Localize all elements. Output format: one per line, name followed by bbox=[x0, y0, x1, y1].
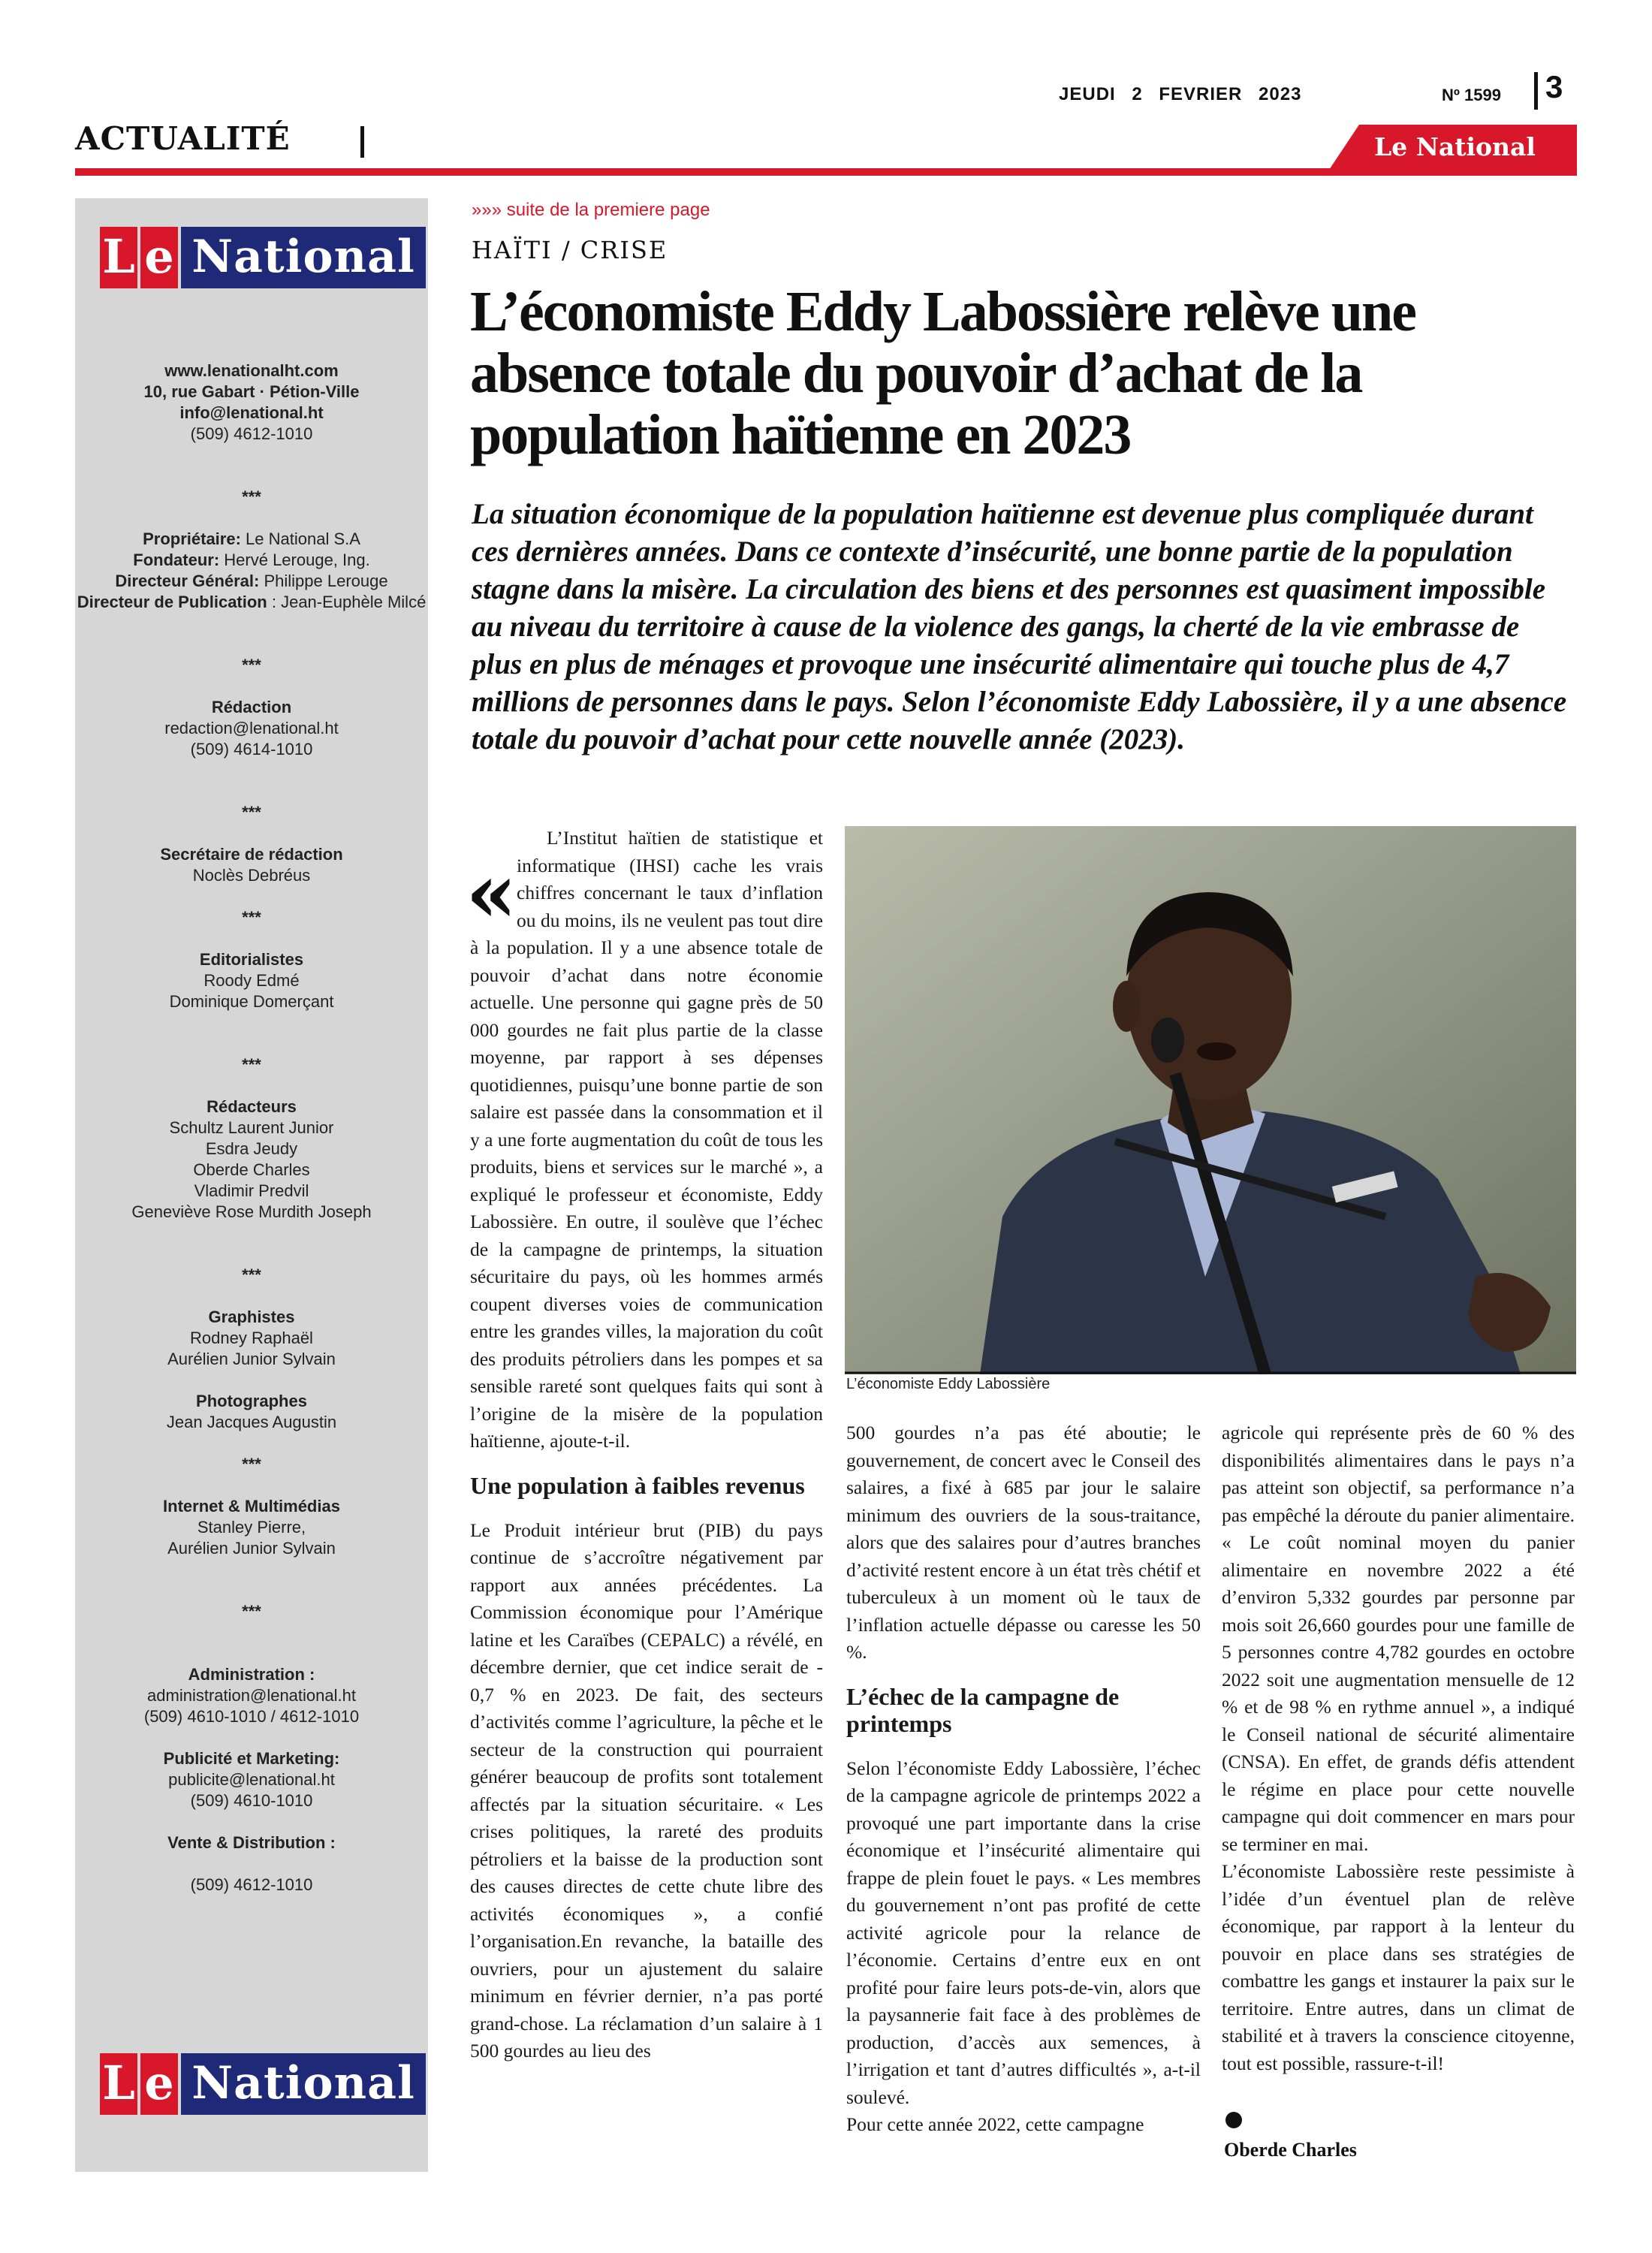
redaction-phone: (509) 4614-1010 bbox=[190, 740, 313, 759]
writers-title: Rédacteurs bbox=[206, 1097, 297, 1116]
contact-email: info@lenational.ht bbox=[179, 403, 324, 422]
quote-mark: « bbox=[466, 844, 517, 941]
brand-tab-label: Le National bbox=[1374, 132, 1536, 161]
separator-stars: *** bbox=[242, 1455, 261, 1473]
article-headline: L’économiste Eddy Labossière relève une absence totale du pouvoir d’achat de la population haïtienne en 2023 bbox=[470, 280, 1416, 466]
section-title: ACTUALITÉ bbox=[75, 120, 291, 157]
article-photo bbox=[845, 826, 1576, 1374]
advertising-title: Publicité et Marketing: bbox=[163, 1749, 340, 1768]
logo-word-national: National bbox=[181, 2053, 426, 2115]
body-paragraph: Le Produit intérieur brut (PIB) du pays continue de s’accroître négativement par rapport aux années précédentes. La Commission économique pour l’Amérique latine et les Caraïbes (CEPALC) a révélé, en décembre dernier, que cet indice serait de - 0,7 % en 2023. De fait, des secteurs d’activités comme l’agriculture, la pêche et le secteur de la construction qui pourraient générer beaucoup de profits sont totalement affectés par la situation sécuritaire. « Les crises politiques, la rareté des produits pétroliers et la baisse de la production sont des causes directes de cette chute libre des activités économiques », a confié l’organisation.En revanche, la bataille des ouvriers, pour un ajustement du salaire minimum en février dernier, n’a pas porté grand-chose. La réclamation d’un salaire à 1 500 gourdes au lieu des bbox=[470, 1519, 823, 2061]
body-paragraph: L’économiste Labossière reste pessimiste à l’idée d’un éventuel plan de relève économique, par rapport à la lenteur du pouvoir en place dans ses stratégies de combattre les gangs et instaurer la paix sur le territoire. Entre autres, dans un climat de stabilité et à travers la conscience citoyenne, tout est possible, rassure-t-il! bbox=[1222, 1860, 1575, 2074]
writer-name: Oberde Charles bbox=[193, 1160, 310, 1179]
author-byline: Oberde Charles bbox=[1224, 2139, 1357, 2161]
advertising-phone: (509) 4610-1010 bbox=[190, 1791, 313, 1810]
address: 10, rue Gabart · Pétion-Ville bbox=[143, 382, 360, 401]
masthead-credits bbox=[75, 360, 428, 1896]
photographers-title: Photographes bbox=[196, 1392, 307, 1410]
separator-stars: *** bbox=[242, 1055, 261, 1074]
sales-phone: (509) 4612-1010 bbox=[190, 1875, 313, 1894]
publication-director-line: Directeur de Publication : Jean-Euphèle Milcé bbox=[77, 593, 427, 611]
founder-line: Fondateur: Hervé Lerouge, Ing. bbox=[133, 550, 370, 569]
writer-name: Esdra Jeudy bbox=[205, 1139, 298, 1158]
contact-phone: (509) 4612-1010 bbox=[190, 424, 313, 443]
editorialist-name: Roody Edmé bbox=[203, 971, 300, 990]
page-number: 3 bbox=[1545, 69, 1563, 104]
article-rubric: HAÏTI / CRISE bbox=[472, 236, 668, 264]
continuation-note: »»» suite de la premiere page bbox=[472, 200, 710, 220]
separator-stars: *** bbox=[242, 656, 261, 674]
internet-name: Aurélien Junior Sylvain bbox=[167, 1539, 336, 1558]
newspaper-logo-top bbox=[100, 227, 426, 288]
article-column-3 bbox=[1222, 1419, 1575, 2077]
issue-number: Nº 1599 bbox=[1442, 86, 1501, 104]
logo-word-national: National bbox=[181, 227, 426, 288]
logo-letter-l: L bbox=[100, 2053, 137, 2115]
body-paragraph: L’Institut haïtien de statistique et informatique (IHSI) cache les vrais chiffres concernant le taux d’inflation ou du moins, ils ne veulent pas tout dire à la population. Il y a une absence totale de pouvoir d’achat dans notre économie actuelle. Une personne qui gagne près de 50 000 gourdes ne fait plus partie de la classe moyenne, par rapport à ses dépenses quotidiennes, puisqu’une bonne partie de son salaire est passée dans la consommation et il y a une forte augmentation du coût de tous les produits, biens et services sur le marché », a expliqué le professeur et économiste, Eddy Labossière. En outre, il soulève que l’échec de la campagne de printemps, la situation sécuritaire du pays, où les hommes armés coupent diverses voies de communication entre les grandes villes, la majoration du coût des produits pétroliers dans les pompes et sa sensible rareté sont quelques faits qui sont à l’origine de la misère de la population haïtienne, ajoute-t-il. bbox=[470, 827, 823, 1452]
article-column-2 bbox=[846, 1419, 1201, 2139]
redaction-title: Rédaction bbox=[211, 698, 292, 716]
admin-title: Administration : bbox=[188, 1665, 315, 1684]
separator-stars: *** bbox=[242, 908, 261, 927]
header-divider bbox=[1534, 72, 1538, 110]
logo-letter-l: L bbox=[100, 227, 137, 288]
separator-stars: *** bbox=[242, 1602, 261, 1621]
admin-phone: (509) 4610-1010 / 4612-1010 bbox=[143, 1707, 360, 1726]
section-divider bbox=[360, 126, 364, 158]
photo-caption: L’économiste Eddy Labossière bbox=[846, 1376, 1051, 1392]
body-paragraph: Pour cette année 2022, cette campagne bbox=[846, 2113, 1144, 2135]
sales-title: Vente & Distribution : bbox=[167, 1833, 336, 1852]
body-paragraph: agricole qui représente près de 60 % des disponibilités alimentaires dans le pays n’a pas atteint son objectif, sa performance n’a pas empêché la déroute du panier alimentaire. « Le coût nominal moyen du panier alimentaire en novembre 2022 a été d’environ 5,332 gourdes par personne par mois soit 26,660 gourdes pour une famille de 5 personnes contre 4,782 gourdes en octobre 2022 soit une augmentation mensuelle de 12 % et de 98 % en rythme annuel », a indiqué le Conseil national de sécurité alimentaire (CNSA). En effet, de grands défis attendent le régime en place pour cette nouvelle campagne qui doit commencer en mars pour se terminer en mai. bbox=[1222, 1422, 1575, 1855]
body-paragraph: Selon l’économiste Eddy Labossière, l’échec de la campagne agricole de printemps 2022 a provoqué une part importante dans la crise économique et l’insécurité alimentaire qui frappe de plein fouet le pays. « Les membres du gouvernement n’ont pas profité de cette activité agricole pour la relance de l’économie. Certains d’entre eux en ont profité pour faire leurs pots-de-vin, alors que la paysannerie fait face à des problèmes de production, d’accès aux semences, à l’irrigation et tant d’autres difficultés », a-t-il soulevé. bbox=[846, 1757, 1201, 2108]
redaction-email: redaction@lenational.ht bbox=[164, 719, 339, 737]
graphic-designer-name: Rodney Raphaël bbox=[190, 1329, 313, 1347]
writer-name: Schultz Laurent Junior bbox=[169, 1118, 334, 1137]
admin-email: administration@lenational.ht bbox=[147, 1686, 356, 1705]
separator-stars: *** bbox=[242, 803, 261, 822]
director-general-line: Directeur Général: Philippe Lerouge bbox=[115, 572, 388, 590]
writer-name: Geneviève Rose Murdith Joseph bbox=[131, 1202, 372, 1221]
subheading: Une population à faibles revenus bbox=[470, 1471, 805, 1499]
photographer-name: Jean Jacques Augustin bbox=[166, 1413, 337, 1431]
internet-name: Stanley Pierre, bbox=[197, 1518, 306, 1537]
website: www.lenationalht.com bbox=[164, 361, 339, 380]
editorialists-title: Editorialistes bbox=[199, 950, 304, 969]
end-of-article-mark bbox=[1225, 2112, 1242, 2128]
secretary-title: Secrétaire de rédaction bbox=[160, 845, 343, 864]
editorialist-name: Dominique Domerçant bbox=[169, 992, 334, 1011]
separator-stars: *** bbox=[242, 487, 261, 506]
issue-date: JEUDI 2 FEVRIER 2023 bbox=[1059, 84, 1302, 104]
internet-title: Internet & Multimédias bbox=[163, 1497, 340, 1516]
article-lede: La situation économique de la population haïtienne est devenue plus compliquée durant ces dernières années. Dans ce contexte d’insécurité, une bonne partie de la population stagne dans la misère. La circulation des biens et des personnes est quasiment impossible au niveau du territoire à cause de la violence des gangs, la cherté de la vie embrasse de plus en plus de ménages et provoque une insécurité alimentaire qui touche plus de 4,7 millions de personnes dans le pays. Selon l’économiste Eddy Labossière, il y a une absence totale du pouvoir d’achat pour cette nouvelle année (2023). bbox=[472, 498, 1567, 756]
secretary-name: Noclès Debréus bbox=[192, 866, 311, 885]
newspaper-logo-bottom bbox=[100, 2053, 426, 2115]
header-rule bbox=[75, 168, 1577, 176]
dropcap-space bbox=[470, 825, 517, 930]
logo-letter-e: e bbox=[140, 2053, 178, 2115]
owner-line: Propriétaire: Le National S.A bbox=[143, 529, 360, 548]
logo-letter-e: e bbox=[140, 227, 178, 288]
separator-stars: *** bbox=[242, 1265, 261, 1284]
article-column-1 bbox=[470, 825, 823, 2065]
subheading: L’échec de la campagne de printemps bbox=[846, 1682, 1120, 1737]
portrait-illustration bbox=[845, 826, 1576, 1374]
body-paragraph: 500 gourdes n’a pas été aboutie; le gouvernement, de concert avec le Conseil des salaires, a fixé à 685 par jour le salaire minimum des ouvriers de la sous-traitance, alors que des salaires pour d’autres branches d’activité restent encore à un état très chétif et tuberculeux à un moment où le taux de l’inflation actuelle dépasse ou caresse les 50 %. bbox=[846, 1422, 1201, 1663]
graphics-title: Graphistes bbox=[208, 1307, 295, 1326]
writer-name: Vladimir Predvil bbox=[194, 1181, 309, 1200]
graphic-designer-name: Aurélien Junior Sylvain bbox=[167, 1350, 336, 1368]
advertising-email: publicite@lenational.ht bbox=[168, 1770, 335, 1789]
